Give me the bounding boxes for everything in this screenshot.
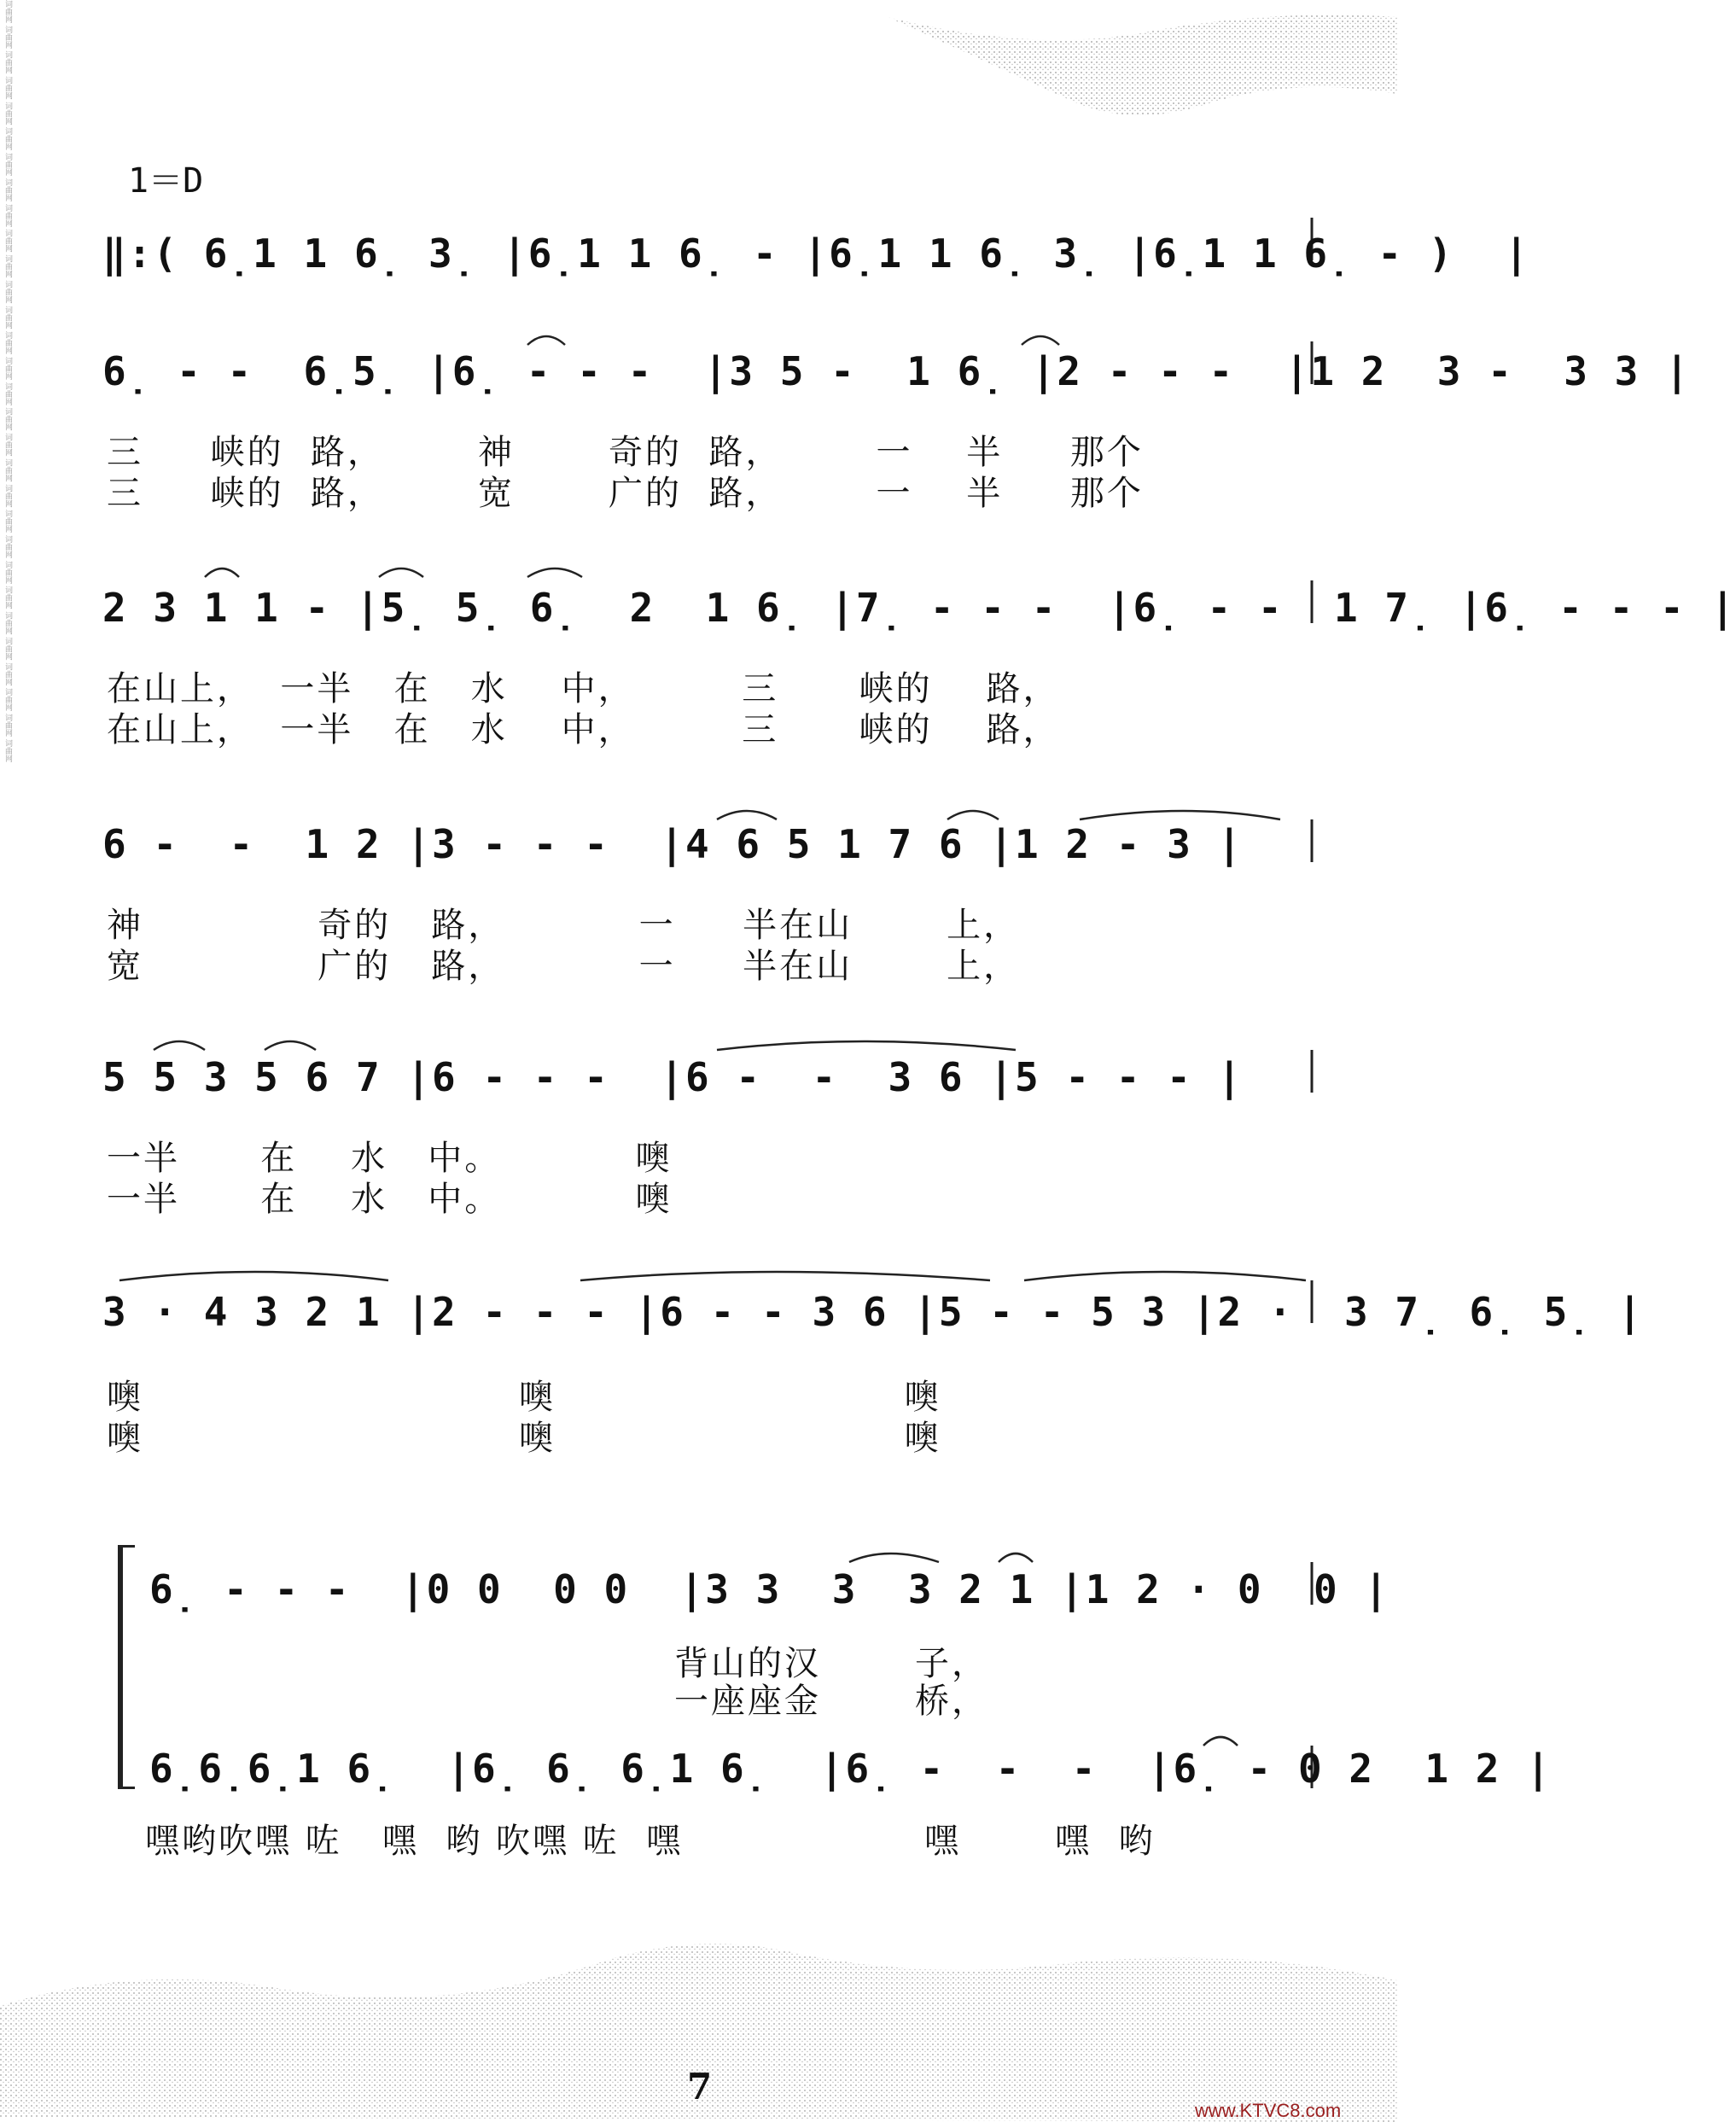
side-watermark-text: 词曲网 词曲网 词曲网 词曲网 词曲网 词曲网 词曲网 词曲网 词曲网 词曲网 词曲网 词曲网 词曲网 词曲网 词曲网 词曲网 词曲网 词曲网 词曲网 词曲网 词曲网 词曲网 词曲网 词曲网 词曲网 词曲网 词曲网 词曲网 词曲网 词曲网 [3,0,12,762]
system-bracket [118,1545,135,1789]
lyric-verse-1: 一半 在 水 中。 噢 [107,1139,673,1178]
lyric-verse-2: 噢 噢 噢 [107,1419,941,1458]
lyric-verse-2: 宽 广的 路， 一 半在山 上， [107,947,1021,986]
notation-line: ‖:( 6̣1 1 6̣ 3̣ |6̣1 1 6̣ - |6̣1 1 6̣ 3̣ |6̣1 1 6̣ - ) | [102,230,1530,277]
top-right-mountain [888,15,1397,116]
notation-line: 3 · 4 3 2 1 |2 - - - |6 - - 3 6 |5 - - 5 3 |2 · 3 7̣ 6̣ 5̣ | [102,1289,1644,1335]
page-number: 7 [687,2066,713,2107]
lyric-verse-1: 三 峡的 路， 神 奇的 路， 一 半 那个 [107,433,1144,472]
key-signature: 1＝D [128,161,204,201]
lyric-verse-2: 一座座金 桥， [674,1682,989,1721]
lyric-verse-1: 噢 噢 噢 [107,1378,941,1417]
lyric-verse-1: 神 奇的 路， 一 半在山 上， [107,906,1021,945]
lyric-verse-1: 在山上， 一半 在 水 中， 三 峡的 路， [107,669,1060,708]
notation-line: 6̣ - - - |0 0 0 0 |3 3 3 3 2 1 |1 2 · 0 0 | [149,1566,1390,1612]
notation-line: 6 - - 1 2 |3 - - - |4 6 5 1 7 6 |1 2 - 3 | [102,821,1244,867]
lyric-verse-1: 背山的汉 子， [674,1644,989,1683]
lyric-line: 嘿哟吹嘿 咗 嘿 哟 吹嘿 咗 嘿 嘿 嘿 哟 [145,1822,1156,1861]
notation-line: 6̣6̣6̣1 6̣ |6̣ 6̣ 6̣1 6̣ |6̣ - - - |6̣ - 0 2 1 2 | [149,1746,1552,1792]
notation-line: 5 5 3 5 6 7 |6 - - - |6 - - 3 6 |5 - - - | [102,1054,1244,1100]
lyric-verse-2: 三 峡的 路， 宽 广的 路， 一 半 那个 [107,474,1144,513]
site-watermark: www.KTVC8.com [1195,2100,1342,2121]
lyric-verse-2: 在山上， 一半 在 水 中， 三 峡的 路， [107,710,1060,749]
notation-line: 6̣ - - 6̣5̣ |6̣ - - - |3 5 - 1 6̣ |2 - - - |1 2 3 - 3 3 | [102,348,1691,394]
lyric-verse-2: 一半 在 水 中。 噢 [107,1180,673,1219]
notation-line: 2 3 1 1 - |5̣ 5̣ 6̣ 2 1 6̣ |7̣ - - - |6̣ - - 1 7̣ |6̣ - - - | [102,585,1736,631]
